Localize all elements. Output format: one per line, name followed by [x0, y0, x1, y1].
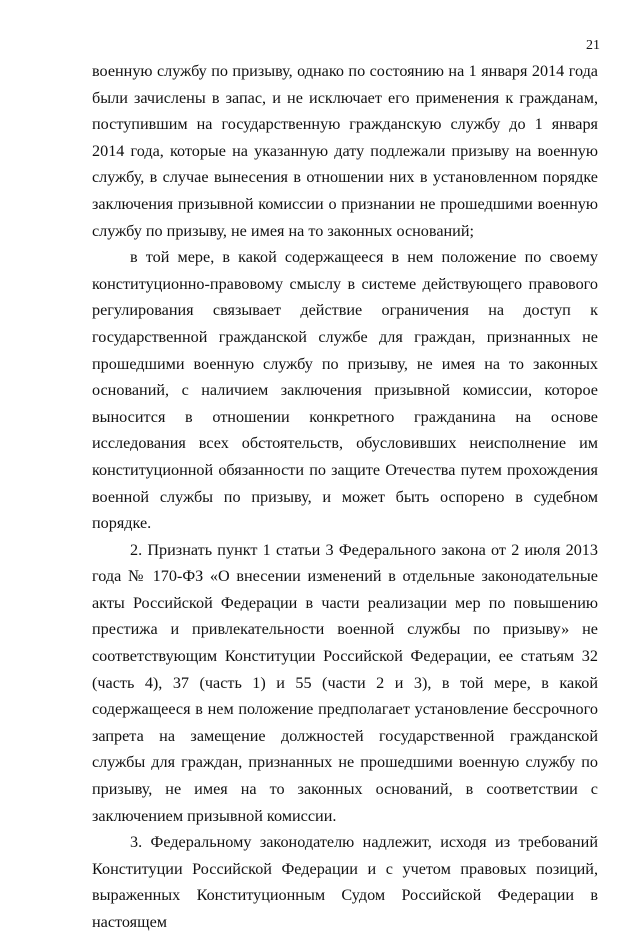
paragraph-ruling-item-2: 2. Признать пункт 1 статьи 3 Федерального закона от 2 июля 2013 года № 170-ФЗ «О внесении изменений в отдельные законодательные акты Российской Федерации в части реализации мер по повышению престижа и привлекательности военной службы по призыву» не соответствующим Конституции Российской Федерации, ее статьям 32 (часть 4), 37 (часть 1) и 55 (части 2 и 3), в той мере, в какой содержащееся в нем положение предполагает установление бессрочного запрета на замещение должностей государственной гражданской службы для граждан, признанных не прошедшими военную службу по призыву, не имея на то законных оснований, в соответствии с заключением призывной комиссии.	[92, 540, 598, 825]
paragraph-ruling-item-3: 3. Федеральному законодателю надлежит, исходя из требований Конституции Российской Федерации и с учетом правовых позиций, выраженных Конституционным Судом Российской Федерации в настоящем	[92, 833, 598, 931]
page-number: 21	[586, 38, 600, 53]
paragraph-extent-clause: в той мере, в какой содержащееся в нем положение по своему конституционно-правовому смыслу в системе действующего правового регулирования связывает действие ограничения на доступ к государственной гражданской службе для граждан, признанных не прошедшими военную службу по призыву, не имея на то законных оснований, с наличием заключения призывной комиссии, которое выносится в отношении конкретного гражданина на основе исследования всех обстоятельств, обусловивших неисполнение им конституционной обязанности по защите Отечества путем прохождения военной службы по призыву, и может быть оспорено в судебном порядке.	[92, 248, 598, 533]
paragraph-continuation: военную службу по призыву, однако по состоянию на 1 января 2014 года были зачислены в запас, и не исключает его применения к гражданам, поступившим на государственную гражданскую службу до 1 января 2014 года, которые на указанную дату подлежали призыву на военную службу, в случае вынесения в отношении них в установленном порядке заключения призывной комиссии о признании не прошедшими военную службу по призыву, не имея на то законных оснований;	[92, 62, 598, 240]
document-body	[92, 58, 598, 936]
